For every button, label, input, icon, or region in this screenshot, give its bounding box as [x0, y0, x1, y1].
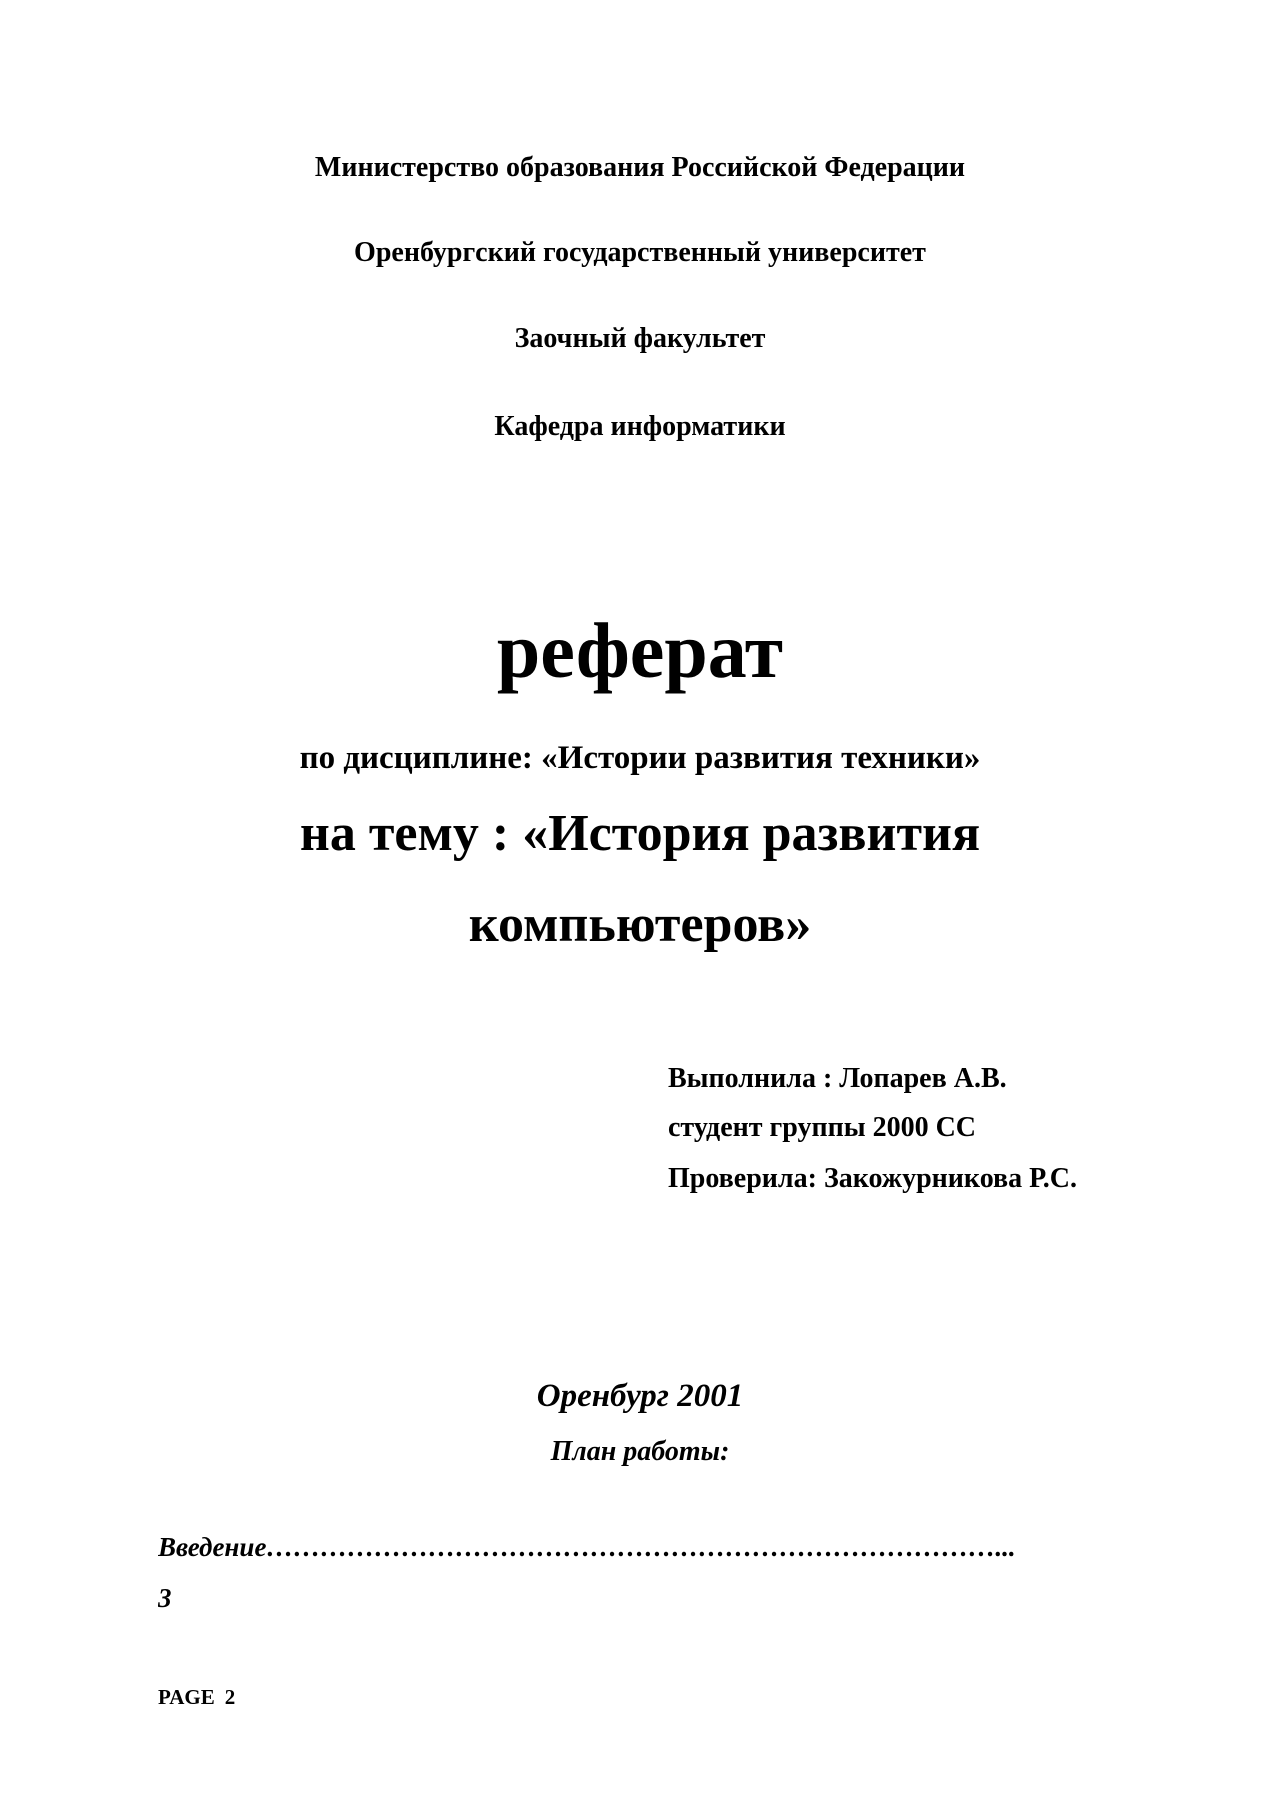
page-footer: [158, 1684, 235, 1710]
plan-heading: План работы:: [550, 1436, 730, 1467]
faculty-heading: Заочный факультет: [514, 323, 766, 354]
department-heading: Кафедра информатики: [494, 411, 786, 442]
checked-by: Проверила: Закожурникова Р.С.: [668, 1163, 1077, 1194]
performed-by: Выполнила : Лопарев А.В.: [668, 1063, 1007, 1094]
topic-line-1: на тему : «История развития: [299, 805, 981, 862]
discipline-line: по дисциплине: «Истории развития техники»: [299, 740, 981, 776]
student-group: студент группы 2000 СС: [668, 1112, 977, 1143]
page-number: 2: [224, 1685, 236, 1709]
doc-type-title: реферат: [496, 607, 784, 694]
toc-entry: [158, 1530, 1118, 1564]
topic-line-2: компьютеров»: [468, 896, 812, 953]
ministry-heading: Министерство образования Российской Федерации: [314, 152, 966, 183]
toc-entry-label: Введение: [158, 1532, 267, 1562]
page-label: PAGE: [158, 1685, 215, 1709]
city-year: Оренбург 2001: [536, 1378, 744, 1414]
university-heading: Оренбургский государственный университет: [354, 237, 926, 268]
toc-entry-page: 3: [158, 1583, 172, 1613]
toc-entry-leader: ………………………………………………………………………...: [266, 1532, 1016, 1562]
